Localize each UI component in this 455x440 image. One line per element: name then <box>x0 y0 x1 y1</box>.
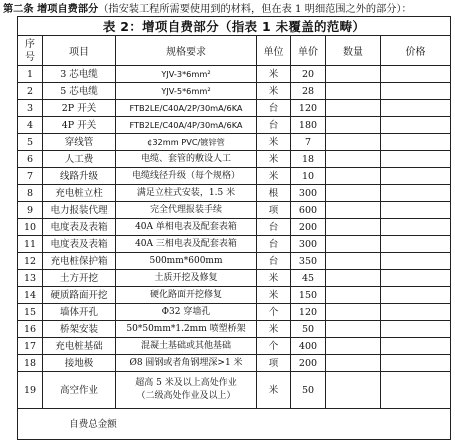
header-price: 单价 <box>291 36 326 66</box>
header-qty: 数量 <box>326 36 381 66</box>
row-qty-cell <box>326 236 381 253</box>
row-unit: 米 <box>257 372 291 409</box>
row-spec: 500mm*600mm <box>116 253 257 270</box>
row-amount-cell <box>381 168 451 185</box>
row-unit: 米 <box>257 270 291 287</box>
row-spec: 电缆线径升级（每个规格） <box>116 168 257 185</box>
table-title: 表 2：增项自费部分（指表 1 未覆盖的范畴） <box>18 17 451 36</box>
total-row <box>18 409 451 440</box>
row-item: 墙体开孔 <box>43 304 116 321</box>
row-price: 7 <box>291 134 326 151</box>
row-spec: Φ32 穿墙孔 <box>116 304 257 321</box>
row-amount-cell <box>381 185 451 202</box>
row-price: 20 <box>291 66 326 83</box>
row-qty-cell <box>326 355 381 372</box>
row-unit: 项 <box>257 355 291 372</box>
row-spec: 混凝土基础或其他基础 <box>116 338 257 355</box>
row-qty-cell <box>326 185 381 202</box>
row-unit: 根 <box>257 185 291 202</box>
row-item: 电度表及表箱 <box>43 236 116 253</box>
row-qty-cell <box>326 321 381 338</box>
intro-paragraph <box>3 1 453 17</box>
table-row <box>18 66 451 83</box>
row-unit: 米 <box>257 134 291 151</box>
row-qty-cell <box>326 338 381 355</box>
row-amount-cell <box>381 321 451 338</box>
header-seq-line2: 号 <box>25 51 35 63</box>
row-no: 8 <box>18 185 43 202</box>
row-item: 2P 开关 <box>43 100 116 117</box>
row-no: 4 <box>18 117 43 134</box>
row-no: 2 <box>18 83 43 100</box>
row-qty-cell <box>326 270 381 287</box>
table-row <box>18 168 451 185</box>
row-price: 300 <box>291 236 326 253</box>
intro-note: （指安装工程所需要使用到的材料，但在表 1 明细范围之外的部分）： <box>98 4 412 15</box>
row-item: 线路升级 <box>43 168 116 185</box>
table-row <box>18 185 451 202</box>
table-row <box>18 287 451 304</box>
table-row <box>18 253 451 270</box>
row-price: 120 <box>291 100 326 117</box>
row-amount-cell <box>381 253 451 270</box>
row-item: 高空作业 <box>43 372 116 409</box>
row-item: 桥架安装 <box>43 321 116 338</box>
row-amount-cell <box>381 83 451 100</box>
row-unit: 米 <box>257 168 291 185</box>
table-row <box>18 202 451 219</box>
row-price: 200 <box>291 219 326 236</box>
row-unit: 米 <box>257 151 291 168</box>
row-qty-cell <box>326 117 381 134</box>
row-item: 4P 开关 <box>43 117 116 134</box>
row-amount-cell <box>381 202 451 219</box>
row-price: 600 <box>291 202 326 219</box>
row-price: 400 <box>291 338 326 355</box>
row-spec: 40A 三相电表及配套表箱 <box>116 236 257 253</box>
row-price: 45 <box>291 270 326 287</box>
row-spec: 电缆、套管的敷设人工 <box>116 151 257 168</box>
row-unit: 米 <box>257 321 291 338</box>
row-qty-cell <box>326 219 381 236</box>
row-no: 17 <box>18 338 43 355</box>
table-row <box>18 134 451 151</box>
row-price: 300 <box>291 185 326 202</box>
row-amount-cell <box>381 117 451 134</box>
row-spec: FTB2LE/C40A/2P/30mA/6KA <box>116 100 257 117</box>
row-price: 50 <box>291 321 326 338</box>
row-unit: 台 <box>257 100 291 117</box>
table-header-row <box>18 36 451 66</box>
row-no: 19 <box>18 372 43 409</box>
row-price: 28 <box>291 83 326 100</box>
row-qty-cell <box>326 304 381 321</box>
row-unit: 台 <box>257 117 291 134</box>
row-no: 16 <box>18 321 43 338</box>
row-unit: 个 <box>257 304 291 321</box>
table-row <box>18 355 451 372</box>
row-amount-cell <box>381 151 451 168</box>
row-qty-cell <box>326 83 381 100</box>
row-price: 50 <box>291 372 326 409</box>
row-no: 1 <box>18 66 43 83</box>
table-row <box>18 151 451 168</box>
row-amount-cell <box>381 372 451 409</box>
row-spec: 土质开挖及修复 <box>116 270 257 287</box>
row-amount-cell <box>381 270 451 287</box>
row-amount-cell <box>381 338 451 355</box>
row-unit: 项 <box>257 202 291 219</box>
row-item: 人工费 <box>43 151 116 168</box>
row-item: 3 芯电缆 <box>43 66 116 83</box>
row-price: 350 <box>291 253 326 270</box>
row-item: 硬质路面开挖 <box>43 287 116 304</box>
row-item: 接地极 <box>43 355 116 372</box>
table-row <box>18 100 451 117</box>
row-amount-cell <box>381 219 451 236</box>
row-no: 15 <box>18 304 43 321</box>
total-label: 自费总金额 <box>69 418 117 430</box>
row-no: 7 <box>18 168 43 185</box>
row-item: 电度表及表箱 <box>43 219 116 236</box>
row-qty-cell <box>326 100 381 117</box>
row-qty-cell <box>326 253 381 270</box>
total-label-cell <box>18 409 451 440</box>
row-no: 10 <box>18 219 43 236</box>
row-spec: ¢32mm PVC/镀锌管 <box>116 134 257 151</box>
row-amount-cell <box>381 134 451 151</box>
table-title-row <box>18 17 451 36</box>
row-qty-cell <box>326 66 381 83</box>
row-price: 10 <box>291 168 326 185</box>
row-spec-line1: 超高 5 米及以上高处作业 <box>135 378 237 388</box>
row-no: 5 <box>18 134 43 151</box>
header-amount: 价格 <box>381 36 451 66</box>
table-row <box>18 321 451 338</box>
header-seq-line1: 序 <box>25 38 35 50</box>
row-qty-cell <box>326 372 381 409</box>
row-qty-cell <box>326 134 381 151</box>
row-amount-cell <box>381 66 451 83</box>
row-price: 200 <box>291 355 326 372</box>
row-amount-cell <box>381 287 451 304</box>
row-no: 9 <box>18 202 43 219</box>
header-spec: 规格要求 <box>116 36 257 66</box>
header-unit: 单位 <box>257 36 291 66</box>
row-spec: 满足立柱式安装，1.5 米 <box>116 185 257 202</box>
row-item: 充电桩立柱 <box>43 185 116 202</box>
row-unit: 个 <box>257 338 291 355</box>
row-item: 穿线管 <box>43 134 116 151</box>
row-amount-cell <box>381 355 451 372</box>
table-row <box>18 219 451 236</box>
row-no: 6 <box>18 151 43 168</box>
row-item: 5 芯电缆 <box>43 83 116 100</box>
table-row <box>18 338 451 355</box>
row-qty-cell <box>326 287 381 304</box>
row-spec: Ø8 圆钢或者角钢埋深>1 米 <box>116 355 257 372</box>
header-item: 项目 <box>43 36 116 66</box>
row-no: 11 <box>18 236 43 253</box>
row-qty-cell <box>326 168 381 185</box>
row-item: 充电桩基础 <box>43 338 116 355</box>
row-spec: 40A 单相电表及配套表箱 <box>116 219 257 236</box>
intro-lead: 第二条 增项自费部分 <box>3 3 99 15</box>
row-unit: 米 <box>257 66 291 83</box>
row-no: 13 <box>18 270 43 287</box>
row-spec: YJV-3*6mm² <box>116 66 257 83</box>
row-spec <box>116 372 257 409</box>
row-spec: 硬化路面开挖修复 <box>116 287 257 304</box>
table-row <box>18 236 451 253</box>
row-price: 120 <box>291 304 326 321</box>
row-price: 150 <box>291 287 326 304</box>
row-spec: 完全代理报装手续 <box>116 202 257 219</box>
row-item: 充电桩保护箱 <box>43 253 116 270</box>
row-item: 土方开挖 <box>43 270 116 287</box>
row-spec-line2: （二级高处作业及以上） <box>136 391 236 401</box>
table-row <box>18 304 451 321</box>
row-amount-cell <box>381 100 451 117</box>
row-no: 3 <box>18 100 43 117</box>
row-unit: 台 <box>257 219 291 236</box>
row-spec: YJV-5*6mm² <box>116 83 257 100</box>
row-unit: 台 <box>257 253 291 270</box>
table-row <box>18 117 451 134</box>
row-spec: FTB2LE/C40A/4P/30mA/6KA <box>116 117 257 134</box>
self-pay-items-table <box>17 16 451 440</box>
row-item: 电力报装代理 <box>43 202 116 219</box>
row-no: 12 <box>18 253 43 270</box>
table-row <box>18 270 451 287</box>
row-price: 180 <box>291 117 326 134</box>
row-no: 18 <box>18 355 43 372</box>
row-unit: 米 <box>257 83 291 100</box>
row-unit: 台 <box>257 236 291 253</box>
table-row <box>18 372 451 409</box>
row-price: 18 <box>291 151 326 168</box>
row-qty-cell <box>326 202 381 219</box>
row-no: 14 <box>18 287 43 304</box>
row-unit: 米 <box>257 287 291 304</box>
row-qty-cell <box>326 151 381 168</box>
header-seq <box>18 36 43 66</box>
row-amount-cell <box>381 236 451 253</box>
row-amount-cell <box>381 304 451 321</box>
table-row <box>18 83 451 100</box>
row-spec: 50*50mm*1.2mm 喷塑桥架 <box>116 321 257 338</box>
